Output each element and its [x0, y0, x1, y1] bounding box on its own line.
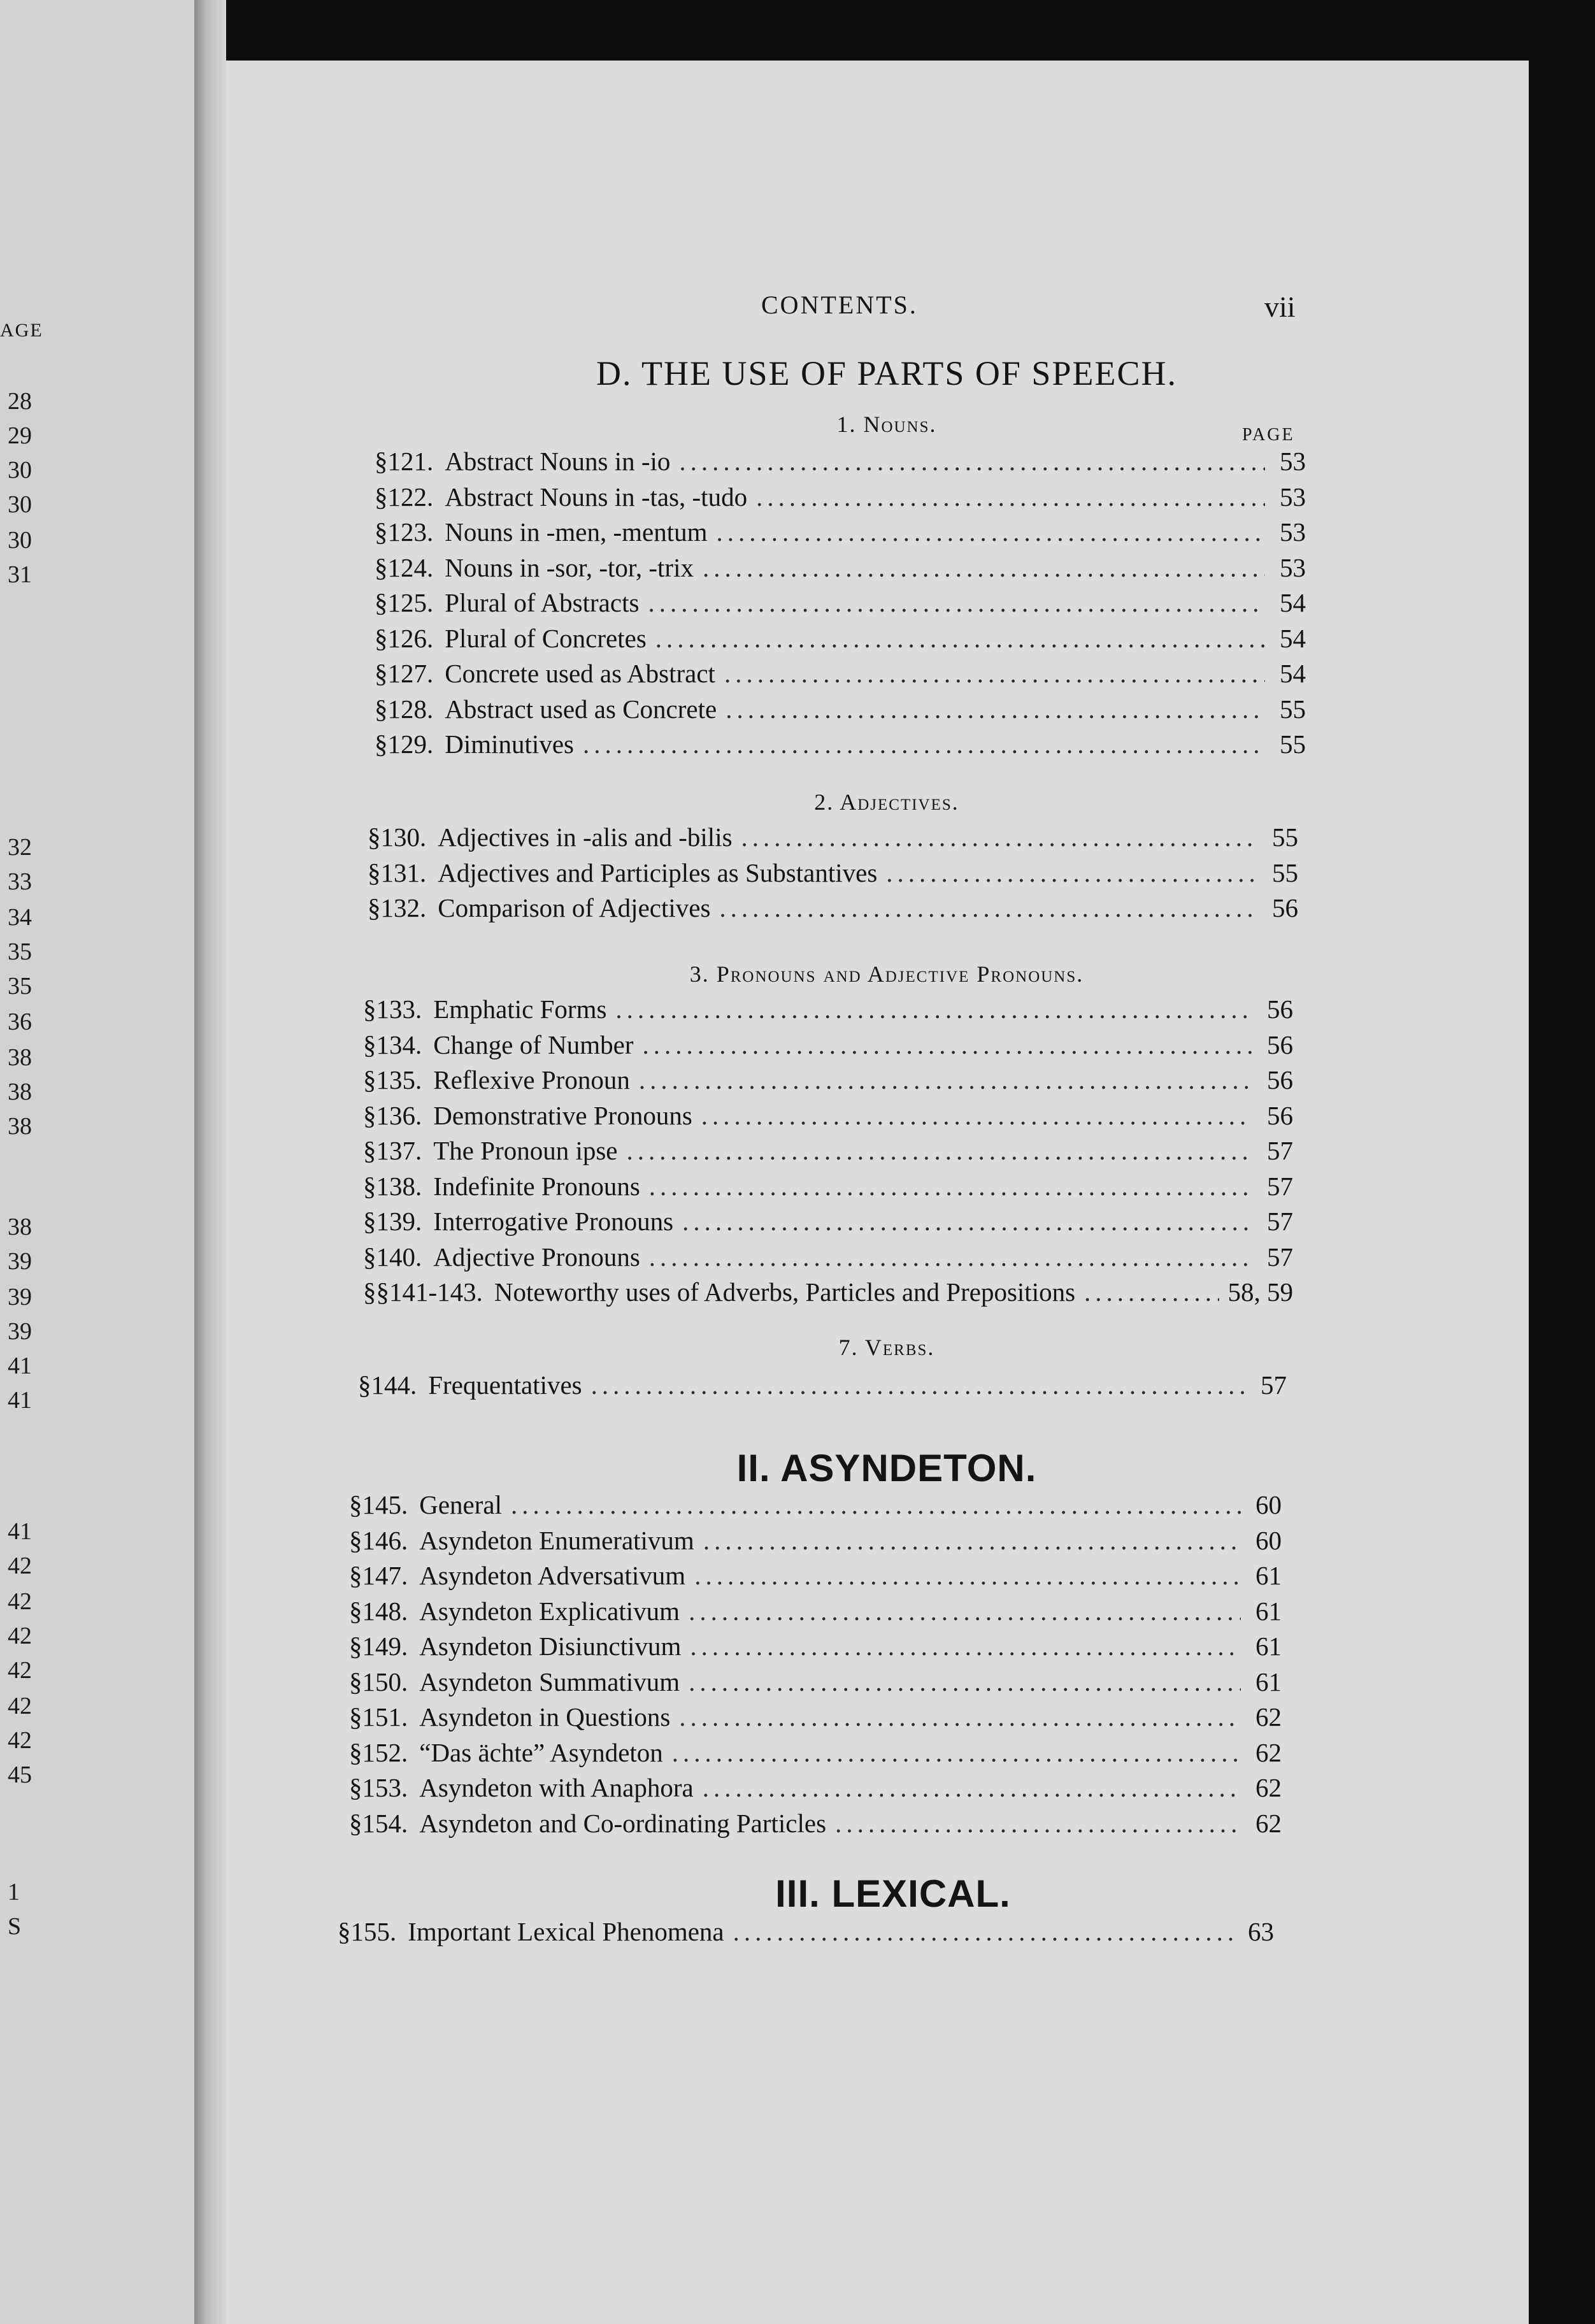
toc-entry — [358, 1370, 1287, 1405]
facing-page-number: 45 — [8, 1761, 32, 1788]
toc-page-number: 54 — [1280, 588, 1306, 617]
facing-page-number: 38 — [8, 1044, 32, 1071]
toc-entry-title: Asyndeton Explicativum — [419, 1596, 680, 1626]
toc-page-number: 57 — [1267, 1207, 1293, 1236]
toc-entry — [363, 1171, 1293, 1207]
toc-page-number: 53 — [1280, 447, 1306, 476]
toc-entry — [363, 1135, 1293, 1171]
facing-page-number: 39 — [8, 1318, 32, 1345]
toc-section-number: §130. — [368, 822, 427, 852]
toc-section-number: §144. — [358, 1370, 417, 1400]
toc-section-number: §151. — [349, 1702, 408, 1732]
dot-leader — [719, 893, 1257, 923]
toc-entry-title: Nouns in -sor, -tor, -trix — [445, 552, 694, 582]
toc-entry-title: Noteworthy uses of Adverbs, Particles and Prepositions — [494, 1277, 1076, 1307]
dot-leader — [591, 1370, 1246, 1400]
toc-section-number: §136. — [363, 1100, 422, 1130]
toc-entry-title: Plural of Abstracts — [445, 588, 640, 617]
dot-leader — [672, 1737, 1241, 1768]
toc-entry — [349, 1560, 1282, 1596]
dot-leader — [639, 1065, 1252, 1095]
toc-section-number: §125. — [375, 588, 434, 617]
toc-section-number: §129. — [375, 729, 434, 759]
toc-entry-title: General — [419, 1490, 502, 1519]
toc-entry-title: Demonstrative Pronouns — [433, 1100, 692, 1130]
facing-page-number: 42 — [8, 1693, 32, 1719]
toc-page-number: 57 — [1261, 1370, 1287, 1400]
toc-entry — [363, 1065, 1293, 1100]
toc-page-number: 61 — [1255, 1596, 1282, 1626]
toc-entry-title: Adjectives in -alis and -bilis — [438, 822, 733, 852]
dot-leader — [726, 694, 1265, 724]
dot-leader — [649, 1242, 1252, 1272]
toc-page-number: 60 — [1255, 1490, 1282, 1519]
toc-section-number: §§141-143. — [363, 1277, 483, 1307]
facing-page-number: 31 — [8, 561, 32, 588]
toc-page-number: 61 — [1255, 1632, 1282, 1661]
toc-page-number: 53 — [1280, 482, 1306, 512]
facing-page-number: 28 — [8, 388, 32, 415]
toc-section-number: §126. — [375, 623, 434, 653]
dot-leader — [682, 1206, 1252, 1237]
toc-page-number: 62 — [1255, 1702, 1282, 1732]
toc-entry — [349, 1667, 1282, 1702]
dot-leader — [703, 1525, 1241, 1556]
section-title-lexical: III. LEXICAL. — [775, 1872, 1011, 1915]
dot-leader — [724, 658, 1265, 689]
facing-page-number: 42 — [8, 1657, 32, 1684]
toc-entry-title: Concrete used as Abstract — [445, 659, 715, 688]
toc-section-number: §133. — [363, 994, 422, 1024]
toc-page-number: 55 — [1272, 857, 1298, 887]
dot-leader — [703, 1772, 1241, 1803]
dot-leader — [679, 446, 1265, 477]
toc-section-number: §123. — [375, 517, 434, 547]
toc-page-number: 56 — [1272, 893, 1298, 922]
toc-entry-title: Nouns in -men, -mentum — [445, 517, 708, 547]
facing-page-number: 30 — [8, 457, 32, 484]
facing-page-number: S — [8, 1913, 22, 1940]
toc-page-number: 56 — [1267, 1065, 1293, 1094]
facing-page-number: 42 — [8, 1553, 32, 1579]
toc-section-number: §145. — [349, 1490, 408, 1519]
facing-page-number: 35 — [8, 938, 32, 965]
toc-page-number: 57 — [1267, 1242, 1293, 1272]
toc-entry-title: Asyndeton Enumerativum — [419, 1525, 694, 1555]
subheading-nouns: 1. Nouns. — [836, 412, 937, 437]
toc-entry — [363, 994, 1293, 1029]
toc-entry-title: Asyndeton Adversativum — [419, 1561, 686, 1590]
toc-entry-title: “Das ächte” Asyndeton — [419, 1737, 663, 1767]
toc-entry — [368, 857, 1298, 893]
toc-entry-title: Plural of Concretes — [445, 623, 647, 653]
facing-page-number: 35 — [8, 973, 32, 1000]
toc-entry-title: Asyndeton Disiunctivum — [419, 1632, 682, 1661]
toc-entry — [375, 517, 1306, 552]
facing-page-number: 42 — [8, 1588, 32, 1615]
toc-entry — [363, 1277, 1293, 1312]
facing-page-number: 32 — [8, 834, 32, 861]
toc-entry-title: Abstract used as Concrete — [445, 694, 717, 724]
toc-entry — [375, 658, 1306, 694]
dot-leader — [689, 1667, 1241, 1697]
toc-section-number: §146. — [349, 1525, 408, 1555]
running-head: CONTENTS. — [761, 290, 918, 319]
toc-entry-title: Change of Number — [433, 1029, 634, 1059]
dot-leader — [741, 822, 1257, 852]
toc-section-number: §134. — [363, 1029, 422, 1059]
toc-section-number: §155. — [338, 1917, 397, 1946]
toc-entry — [375, 482, 1306, 517]
subheading-adjectives: 2. Adjectives. — [814, 789, 959, 815]
facing-page-number: 30 — [8, 527, 32, 554]
toc-entry-title: Adjectives and Participles as Substantives — [438, 857, 878, 887]
facing-page-number: 39 — [8, 1248, 32, 1275]
toc-page-number: 56 — [1267, 1029, 1293, 1059]
toc-section-number: §124. — [375, 552, 434, 582]
toc-entry-title: Asyndeton Summativum — [419, 1667, 680, 1696]
dot-leader — [835, 1808, 1241, 1839]
dot-leader — [756, 482, 1265, 512]
facing-page-number: 38 — [8, 1079, 32, 1105]
facing-page-number: 38 — [8, 1214, 32, 1240]
toc-entry — [375, 446, 1306, 482]
toc-section-number: §139. — [363, 1207, 422, 1236]
toc-entry-title: Indefinite Pronouns — [433, 1171, 640, 1201]
toc-entry-title: Frequentatives — [428, 1370, 582, 1400]
toc-page-number: 61 — [1255, 1561, 1282, 1590]
toc-section-number: §140. — [363, 1242, 422, 1272]
toc-section-number: §150. — [349, 1667, 408, 1696]
toc-page-number: 56 — [1267, 994, 1293, 1024]
toc-entry-title: Adjective Pronouns — [433, 1242, 640, 1272]
toc-entry — [338, 1916, 1274, 1952]
toc-entry — [375, 623, 1306, 659]
toc-page-number: 60 — [1255, 1525, 1282, 1555]
toc-entry-title: Diminutives — [445, 729, 574, 759]
toc-page-number: 63 — [1248, 1917, 1274, 1946]
toc-entry — [363, 1206, 1293, 1242]
facing-page-number: 33 — [8, 868, 32, 895]
toc-page-number: 55 — [1280, 729, 1306, 759]
toc-page-number: 57 — [1267, 1136, 1293, 1165]
toc-entry — [349, 1737, 1282, 1773]
toc-page-number: 62 — [1255, 1737, 1282, 1767]
facing-page-number: 1 — [8, 1879, 20, 1905]
toc-page-number: 62 — [1255, 1773, 1282, 1802]
toc-entry — [349, 1772, 1282, 1808]
toc-page-number: 54 — [1280, 659, 1306, 688]
toc-entry — [368, 822, 1298, 857]
facing-page-number: 42 — [8, 1623, 32, 1649]
toc-page-number: 58, 59 — [1227, 1277, 1293, 1307]
toc-section-number: §138. — [363, 1171, 422, 1201]
toc-page-number: 53 — [1280, 517, 1306, 547]
toc-entry — [375, 694, 1306, 729]
toc-entry — [363, 1100, 1293, 1136]
facing-page-number: 41 — [8, 1518, 32, 1545]
book-gutter — [194, 0, 226, 2324]
toc-entry — [375, 587, 1306, 623]
toc-entry-title: Emphatic Forms — [433, 994, 607, 1024]
dot-leader — [694, 1560, 1241, 1591]
toc-page-number: 53 — [1280, 552, 1306, 582]
toc-entry-title: Abstract Nouns in -io — [445, 447, 671, 476]
page-number: vii — [1264, 290, 1296, 323]
dot-leader — [615, 994, 1252, 1024]
toc-entry — [363, 1242, 1293, 1277]
dot-leader — [716, 517, 1265, 547]
dot-leader — [583, 729, 1265, 759]
facing-page-number: 38 — [8, 1113, 32, 1140]
toc-entry-title: Reflexive Pronoun — [433, 1065, 630, 1094]
dot-leader — [689, 1596, 1241, 1626]
facing-page-number: 41 — [8, 1387, 32, 1414]
dot-leader — [643, 1029, 1253, 1060]
toc-entry — [363, 1029, 1293, 1065]
toc-section-number: §137. — [363, 1136, 422, 1165]
facing-page-number: 42 — [8, 1727, 32, 1754]
section-title-asyndeton: II. ASYNDETON. — [736, 1447, 1037, 1489]
toc-page-number: 54 — [1280, 623, 1306, 653]
facing-page-heading: AGE — [0, 320, 43, 341]
dot-leader — [1084, 1277, 1219, 1307]
toc-entry — [349, 1631, 1282, 1667]
dot-leader — [649, 1171, 1252, 1201]
toc-page-number: 62 — [1255, 1808, 1282, 1838]
dot-leader — [703, 552, 1265, 583]
toc-entry — [349, 1525, 1282, 1561]
dot-leader — [886, 857, 1257, 888]
toc-section-number: §153. — [349, 1773, 408, 1802]
facing-page-number: 41 — [8, 1352, 32, 1379]
toc-section-number: §148. — [349, 1596, 408, 1626]
toc-section-number: §122. — [375, 482, 434, 512]
toc-page-number: 61 — [1255, 1667, 1282, 1696]
toc-section-number: §121. — [375, 447, 434, 476]
subheading-verbs: 7. Verbs. — [838, 1335, 935, 1360]
toc-section-number: §128. — [375, 694, 434, 724]
toc-entry-title: Interrogative Pronouns — [433, 1207, 674, 1236]
toc-entry-title: Abstract Nouns in -tas, -tudo — [445, 482, 748, 512]
toc-section-number: §135. — [363, 1065, 422, 1094]
toc-page-number: 57 — [1267, 1171, 1293, 1201]
dot-leader — [679, 1702, 1241, 1732]
toc-section-number: §152. — [349, 1737, 408, 1767]
section-title-parts-of-speech: D. THE USE OF PARTS OF SPEECH. — [596, 354, 1177, 392]
dot-leader — [690, 1631, 1241, 1661]
facing-page-number: 34 — [8, 904, 32, 931]
toc-entry — [368, 893, 1298, 928]
toc-entry — [349, 1808, 1282, 1844]
toc-section-number: §131. — [368, 857, 427, 887]
toc-entry — [349, 1489, 1282, 1525]
facing-page-number: 36 — [8, 1008, 32, 1035]
toc-section-number: §147. — [349, 1561, 408, 1590]
facing-page-number: 29 — [8, 422, 32, 449]
dot-leader — [511, 1489, 1241, 1520]
page-column-label: PAGE — [1242, 425, 1295, 445]
toc-entry-title: Important Lexical Phenomena — [408, 1917, 724, 1946]
subheading-pronouns: 3. Pronouns and Adjective Pronouns. — [689, 961, 1084, 987]
dot-leader — [655, 623, 1265, 654]
dot-leader — [701, 1100, 1252, 1131]
toc-section-number: §154. — [349, 1808, 408, 1838]
facing-page-number: 39 — [8, 1284, 32, 1310]
dot-leader — [733, 1916, 1233, 1947]
toc-entry — [375, 729, 1306, 764]
facing-page-fragment — [0, 0, 194, 2324]
toc-section-number: §149. — [349, 1632, 408, 1661]
toc-entry-title: Asyndeton with Anaphora — [419, 1773, 694, 1802]
toc-page-number: 55 — [1272, 822, 1298, 852]
toc-entry-title: Comparison of Adjectives — [438, 893, 711, 922]
toc-entry — [349, 1596, 1282, 1632]
toc-section-number: §132. — [368, 893, 427, 922]
facing-page-number: 30 — [8, 491, 32, 518]
dot-leader — [648, 587, 1265, 618]
toc-entry — [349, 1702, 1282, 1737]
toc-page-number: 56 — [1267, 1100, 1293, 1130]
toc-entry — [375, 552, 1306, 588]
toc-page-number: 55 — [1280, 694, 1306, 724]
toc-entry-title: The Pronoun ipse — [433, 1136, 618, 1165]
toc-entry-title: Asyndeton and Co-ordinating Particles — [419, 1808, 827, 1838]
toc-section-number: §127. — [375, 659, 434, 688]
toc-entry-title: Asyndeton in Questions — [419, 1702, 671, 1732]
dot-leader — [627, 1135, 1253, 1166]
